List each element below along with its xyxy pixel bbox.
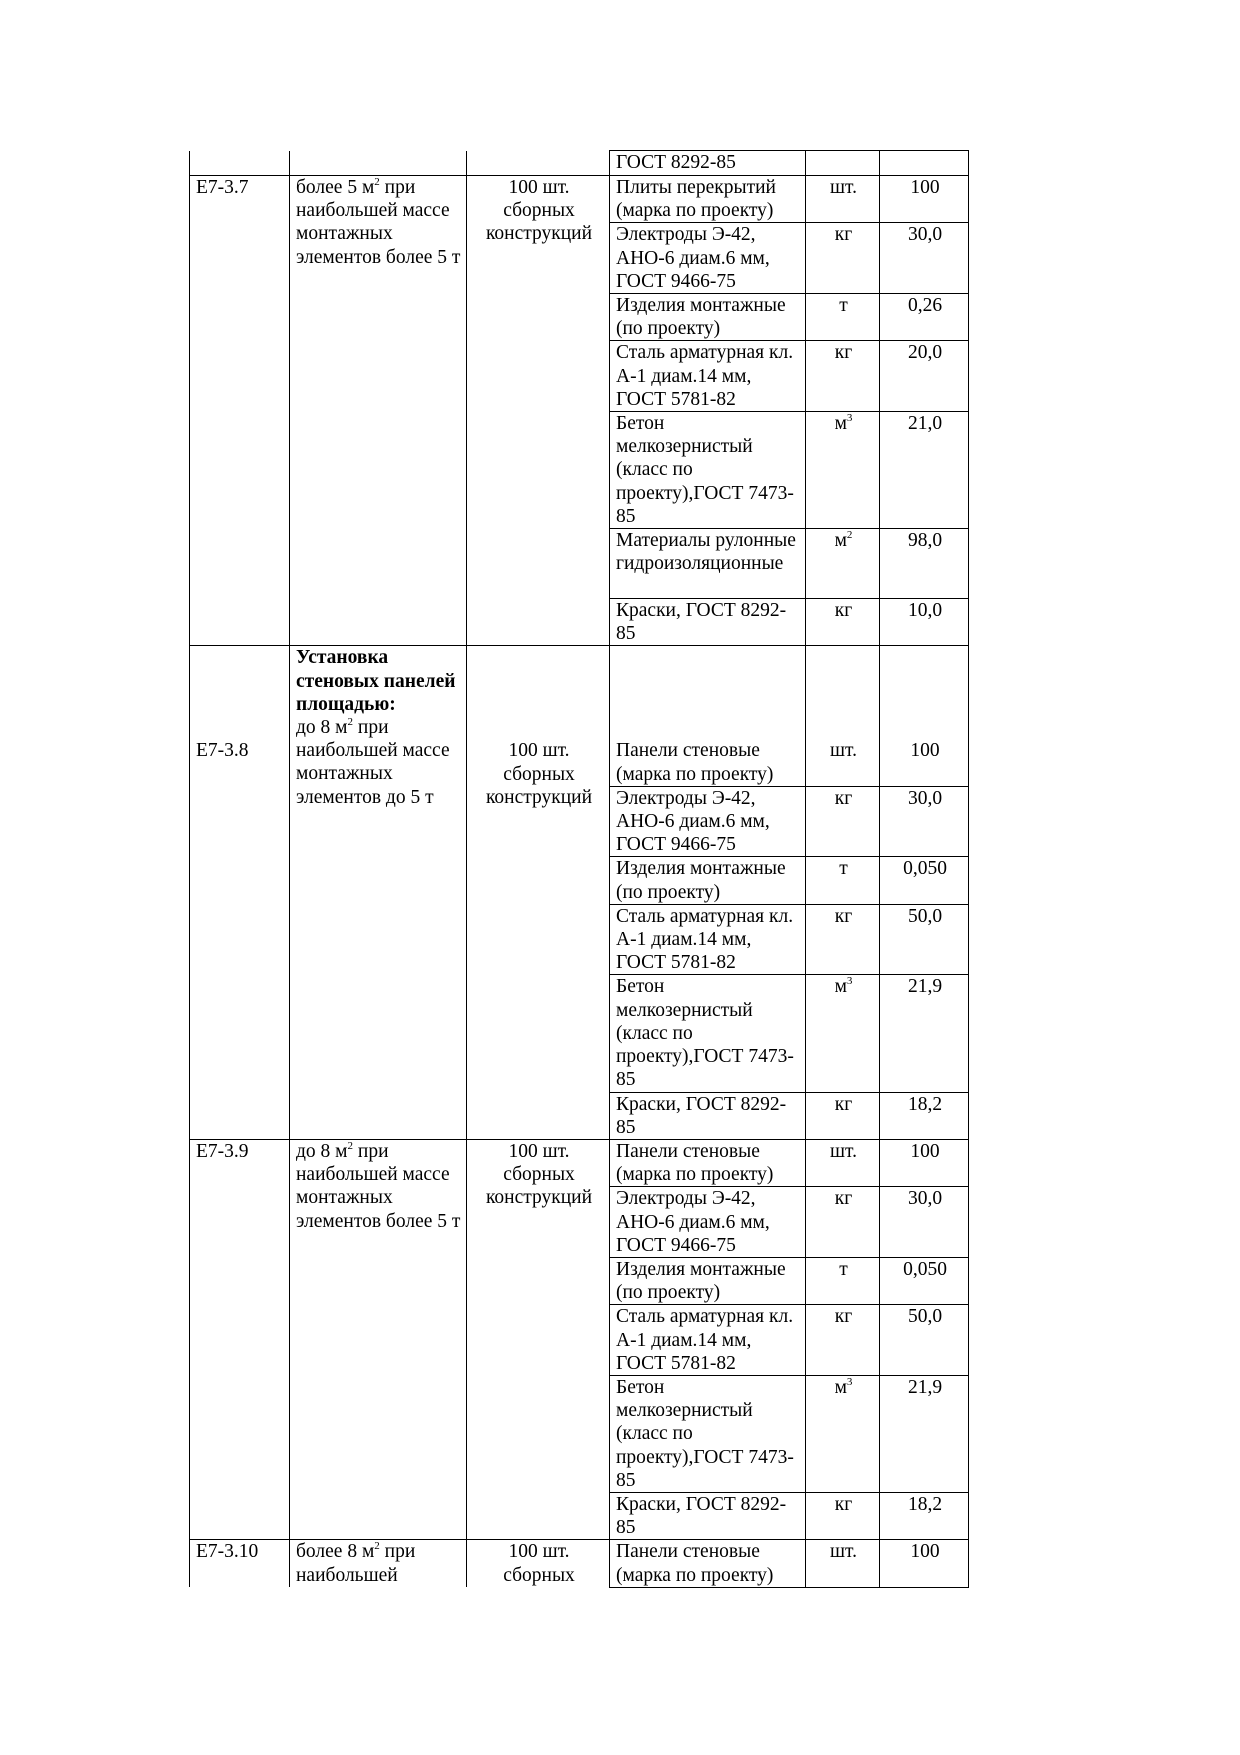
amount-cell: 100	[880, 176, 969, 223]
unit-text: кг	[834, 787, 853, 809]
material-cell	[610, 646, 806, 786]
table-row	[190, 151, 969, 176]
measure-cell: 100 шт. сборных конструкций	[467, 1139, 610, 1539]
superscript: 2	[347, 716, 354, 729]
material-cell: Сталь арматурная кл. А-1 диам.14 мм, ГОСТ 5781-82	[610, 904, 806, 975]
material-text: Панели стеновые (марка по проекту)	[616, 740, 774, 785]
amount-cell: 0,26	[880, 294, 969, 341]
superscript: 2	[846, 529, 853, 542]
unit-text: м	[834, 413, 847, 435]
unit-cell	[806, 1092, 880, 1139]
material-cell: Бетон мелкозернистый (класс по проекту),ГОСТ 7473-85	[610, 975, 806, 1092]
amount-cell: 20,0	[880, 341, 969, 412]
description-cell	[290, 1139, 467, 1539]
unit-cell	[806, 646, 880, 786]
amount-cell: 18,2	[880, 1492, 969, 1539]
table-row	[190, 646, 969, 786]
unit-text: шт.	[830, 740, 857, 762]
unit-cell	[806, 412, 880, 529]
description-text: более 5 м	[296, 177, 375, 198]
unit-text: м	[834, 1376, 847, 1398]
unit-text: т	[839, 295, 848, 317]
material-cell: Сталь арматурная кл. А-1 диам.14 мм, ГОСТ 5781-82	[610, 341, 806, 412]
unit-text: кг	[834, 905, 853, 927]
table-row	[190, 1139, 969, 1186]
unit-text: кг	[834, 1188, 853, 1210]
measure-cell	[467, 646, 610, 1139]
description-text: при наибольшей массе монтажных элементов более 5 т	[296, 177, 461, 268]
unit-text: м	[834, 530, 847, 552]
unit-text: кг	[834, 1306, 853, 1328]
amount-cell	[880, 151, 969, 176]
code-cell: Е7-3.10	[190, 1540, 290, 1587]
amount-cell: 21,0	[880, 412, 969, 529]
code-cell: Е7-3.7	[190, 176, 290, 646]
unit-text: кг	[834, 342, 853, 364]
measure-cell: 100 шт. сборных	[467, 1540, 610, 1587]
description-text: при наибольшей	[296, 1541, 416, 1586]
unit-text: шт.	[830, 177, 857, 198]
unit-cell	[806, 904, 880, 975]
description-cell	[290, 1540, 467, 1587]
amount-cell: 30,0	[880, 786, 969, 857]
amount-cell	[880, 646, 969, 786]
material-cell: Панели стеновые (марка по проекту)	[610, 1139, 806, 1186]
unit-text: шт.	[830, 1140, 857, 1162]
code-cell	[190, 151, 290, 176]
material-cell: Бетон мелкозернистый (класс по проекту),ГОСТ 7473-85	[610, 412, 806, 529]
code-text: Е7-3.8	[196, 740, 249, 762]
unit-text: шт.	[830, 1541, 857, 1563]
amount-cell: 18,2	[880, 1092, 969, 1139]
unit-text: кг	[834, 1493, 853, 1515]
material-cell: Сталь арматурная кл. А-1 диам.14 мм, ГОСТ 5781-82	[610, 1305, 806, 1376]
unit-cell	[806, 341, 880, 412]
material-cell: Изделия монтажные (по проекту)	[610, 857, 806, 904]
unit-cell	[806, 294, 880, 341]
section-heading: Установка стеновых панелей площадью:	[296, 647, 456, 715]
amount-cell: 21,9	[880, 1375, 969, 1492]
unit-cell	[806, 176, 880, 223]
amount-cell: 50,0	[880, 1305, 969, 1376]
unit-text: кг	[834, 1093, 853, 1115]
unit-cell	[806, 857, 880, 904]
superscript: 3	[846, 975, 853, 988]
superscript: 2	[374, 1540, 380, 1553]
amount-cell: 30,0	[880, 223, 969, 294]
material-cell: Краски, ГОСТ 8292-85	[610, 599, 806, 646]
unit-cell	[806, 223, 880, 294]
description-text: при наибольшей массе монтажных элементов более 5 т	[296, 1140, 461, 1232]
description-part: при наибольшей массе монтажных элементов до 5 т	[296, 717, 450, 808]
amount-cell: 0,050	[880, 1257, 969, 1304]
unit-cell	[806, 1305, 880, 1376]
amount-cell: 10,0	[880, 599, 969, 646]
amount-cell: 30,0	[880, 1187, 969, 1258]
code-cell: Е7-3.9	[190, 1139, 290, 1539]
description-text: более 8 м	[296, 1541, 375, 1563]
description-cell	[290, 646, 467, 1139]
amount-cell: 21,9	[880, 975, 969, 1092]
table-row	[190, 1540, 969, 1587]
unit-text: кг	[834, 600, 853, 622]
unit-cell	[806, 151, 880, 176]
material-cell: Краски, ГОСТ 8292-85	[610, 1092, 806, 1139]
measure-cell: 100 шт. сборных конструкций	[467, 176, 610, 646]
superscript: 2	[347, 1139, 354, 1152]
table-row	[190, 176, 969, 223]
superscript: 3	[846, 412, 853, 425]
material-cell: ГОСТ 8292-85	[610, 151, 806, 176]
amount-cell: 100	[880, 1139, 969, 1186]
unit-text: т	[839, 1258, 848, 1280]
description-text: до 8 м	[296, 1140, 348, 1162]
unit-cell	[806, 786, 880, 857]
description-part: до 8 м	[296, 717, 348, 739]
unit-cell	[806, 1540, 880, 1587]
material-cell: Электроды Э-42, АНО-6 диам.6 мм, ГОСТ 9466-75	[610, 1187, 806, 1258]
unit-cell	[806, 1257, 880, 1304]
measure-text: 100 шт. сборных конструкций	[485, 740, 593, 808]
material-cell: Бетон мелкозернистый (класс по проекту),ГОСТ 7473-85	[610, 1375, 806, 1492]
amount-text: 100	[910, 740, 940, 762]
material-cell: Плиты перекрытий (марка по проекту)	[610, 176, 806, 223]
resource-norms-table	[189, 150, 969, 1588]
amount-cell: 100	[880, 1540, 969, 1587]
material-cell: Материалы рулонные гидроизоляционные	[610, 529, 806, 599]
material-cell: Электроды Э-42, АНО-6 диам.6 мм, ГОСТ 9466-75	[610, 223, 806, 294]
unit-cell	[806, 599, 880, 646]
unit-text: т	[839, 858, 848, 880]
unit-text: кг	[834, 224, 853, 246]
superscript: 2	[374, 176, 380, 188]
amount-cell: 0,050	[880, 857, 969, 904]
unit-cell	[806, 1492, 880, 1539]
material-cell: Изделия монтажные (по проекту)	[610, 1257, 806, 1304]
description-cell	[290, 176, 467, 646]
superscript: 3	[846, 1375, 853, 1388]
unit-cell	[806, 1187, 880, 1258]
material-cell: Панели стеновые (марка по проекту)	[610, 1540, 806, 1587]
description-cell	[290, 151, 467, 176]
unit-text: м	[834, 976, 847, 998]
material-cell: Краски, ГОСТ 8292-85	[610, 1492, 806, 1539]
amount-cell: 98,0	[880, 529, 969, 599]
unit-cell	[806, 1139, 880, 1186]
unit-cell	[806, 1375, 880, 1492]
unit-cell	[806, 975, 880, 1092]
code-cell	[190, 646, 290, 1139]
amount-cell: 50,0	[880, 904, 969, 975]
material-cell: Электроды Э-42, АНО-6 диам.6 мм, ГОСТ 9466-75	[610, 786, 806, 857]
unit-cell	[806, 529, 880, 599]
description-text	[296, 716, 462, 809]
measure-cell	[467, 151, 610, 176]
material-cell: Изделия монтажные (по проекту)	[610, 294, 806, 341]
